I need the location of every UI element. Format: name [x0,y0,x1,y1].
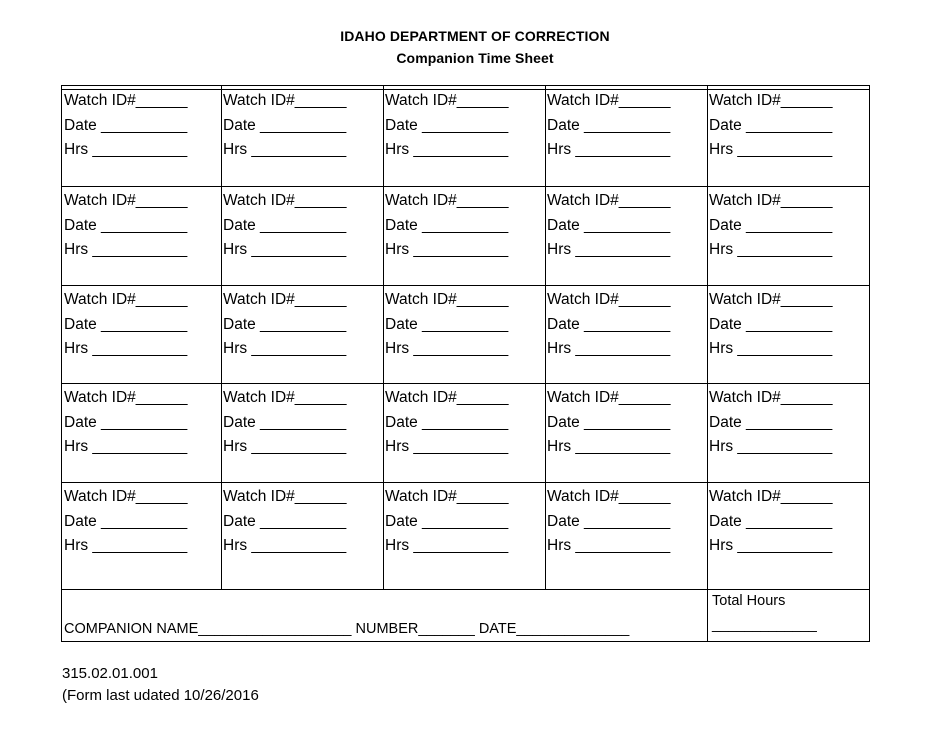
row-divider [62,383,870,384]
time-entry-cell [385,386,509,460]
hours-field[interactable]: Hrs ___________ [709,241,833,258]
watch-id-field[interactable]: Watch ID#______ [385,92,509,109]
watch-id-field[interactable]: Watch ID#______ [385,488,509,505]
watch-id-field[interactable]: Watch ID#______ [709,291,833,308]
date-field[interactable]: Date __________ [385,216,509,234]
column-divider [707,86,708,641]
date-field[interactable]: Date __________ [385,116,509,134]
time-entry-cell [64,288,188,362]
date-field[interactable]: Date __________ [547,315,671,333]
watch-id-field[interactable]: Watch ID#______ [385,192,509,209]
date-field[interactable]: Date __________ [223,413,347,431]
time-entry-cell [385,288,509,362]
hours-field[interactable]: Hrs ___________ [223,241,347,258]
time-entry-cell [709,386,833,460]
date-field[interactable]: Date __________ [223,116,347,134]
hours-field[interactable]: Hrs ___________ [64,537,188,554]
time-entry-cell [223,189,347,263]
date-field[interactable]: Date __________ [709,413,833,431]
hours-field[interactable]: Hrs ___________ [709,537,833,554]
watch-id-field[interactable]: Watch ID#______ [547,192,671,209]
time-entry-cell [223,89,347,163]
watch-id-field[interactable]: Watch ID#______ [709,488,833,505]
time-entry-cell [385,189,509,263]
time-entry-cell [64,189,188,263]
hours-field[interactable]: Hrs ___________ [64,241,188,258]
date-field[interactable]: Date __________ [709,512,833,530]
watch-id-field[interactable]: Watch ID#______ [64,92,188,109]
watch-id-field[interactable]: Watch ID#______ [64,192,188,209]
date-field[interactable]: Date __________ [547,512,671,530]
watch-id-field[interactable]: Watch ID#______ [547,488,671,505]
time-entry-cell [64,386,188,460]
time-entry-cell [547,386,671,460]
agency-title: IDAHO DEPARTMENT OF CORRECTION [340,28,610,44]
watch-id-field[interactable]: Watch ID#______ [64,291,188,308]
hours-field[interactable]: Hrs ___________ [547,241,671,258]
form-number: 315.02.01.001 [62,665,158,682]
watch-id-field[interactable]: Watch ID#______ [385,291,509,308]
watch-id-field[interactable]: Watch ID#______ [223,389,347,406]
time-entry-cell [709,485,833,559]
hours-field[interactable]: Hrs ___________ [223,537,347,554]
watch-id-field[interactable]: Watch ID#______ [223,92,347,109]
watch-id-field[interactable]: Watch ID#______ [709,192,833,209]
hours-field[interactable]: Hrs ___________ [547,438,671,455]
row-divider [62,285,870,286]
date-field[interactable]: Date __________ [223,216,347,234]
hours-field[interactable]: Hrs ___________ [385,340,509,357]
date-field[interactable]: Date __________ [385,512,509,530]
time-entry-cell [547,89,671,163]
hours-field[interactable]: Hrs ___________ [385,141,509,158]
time-sheet-grid [61,85,870,642]
hours-field[interactable]: Hrs ___________ [385,241,509,258]
time-entry-cell [223,485,347,559]
date-field[interactable]: Date __________ [385,413,509,431]
date-field[interactable]: Date __________ [223,315,347,333]
time-entry-cell [547,189,671,263]
hours-field[interactable]: Hrs ___________ [709,340,833,357]
watch-id-field[interactable]: Watch ID#______ [64,389,188,406]
form-title: Companion Time Sheet [396,50,554,66]
hours-field[interactable]: Hrs ___________ [547,340,671,357]
time-entry-cell [64,89,188,163]
hours-field[interactable]: Hrs ___________ [223,141,347,158]
time-entry-cell [223,386,347,460]
hours-field[interactable]: Hrs ___________ [64,340,188,357]
watch-id-field[interactable]: Watch ID#______ [547,291,671,308]
watch-id-field[interactable]: Watch ID#______ [223,192,347,209]
watch-id-field[interactable]: Watch ID#______ [64,488,188,505]
time-entry-cell [385,485,509,559]
date-field[interactable]: Date __________ [709,216,833,234]
row-divider [62,186,870,187]
watch-id-field[interactable]: Watch ID#______ [547,92,671,109]
time-entry-cell [709,89,833,163]
date-field[interactable]: Date __________ [64,315,188,333]
time-entry-cell [223,288,347,362]
watch-id-field[interactable]: Watch ID#______ [547,389,671,406]
column-divider [221,86,222,590]
hours-field[interactable]: Hrs ___________ [709,438,833,455]
hours-field[interactable]: Hrs ___________ [64,141,188,158]
row-divider [62,482,870,483]
watch-id-field[interactable]: Watch ID#______ [709,92,833,109]
row-divider [62,589,870,590]
date-field[interactable]: Date __________ [547,413,671,431]
date-field[interactable]: Date __________ [709,116,833,134]
hours-field[interactable]: Hrs ___________ [547,141,671,158]
hours-field[interactable]: Hrs ___________ [709,141,833,158]
date-field[interactable]: Date __________ [64,116,188,134]
time-entry-cell [64,485,188,559]
time-entry-cell [547,485,671,559]
watch-id-field[interactable]: Watch ID#______ [223,291,347,308]
date-field[interactable]: Date __________ [223,512,347,530]
date-field[interactable]: Date __________ [709,315,833,333]
hours-field[interactable]: Hrs ___________ [223,438,347,455]
hours-field[interactable]: Hrs ___________ [385,537,509,554]
date-field[interactable]: Date __________ [547,216,671,234]
date-field[interactable]: Date __________ [547,116,671,134]
column-divider [545,86,546,590]
date-field[interactable]: Date __________ [64,216,188,234]
hours-field[interactable]: Hrs ___________ [547,537,671,554]
date-field[interactable]: Date __________ [385,315,509,333]
time-entry-cell [385,89,509,163]
total-hours-field[interactable]: _____________ [712,617,817,633]
date-field[interactable]: Date __________ [64,512,188,530]
hours-field[interactable]: Hrs ___________ [223,340,347,357]
companion-info-line: COMPANION NAME___________________ NUMBER_______ DATE______________ [64,621,630,637]
total-hours-label: Total Hours [712,593,786,609]
time-entry-cell [709,288,833,362]
watch-id-field[interactable]: Watch ID#______ [709,389,833,406]
date-field[interactable]: Date __________ [64,413,188,431]
form-updated-note: (Form last udated 10/26/2016 [62,687,259,704]
time-entry-cell [547,288,671,362]
column-divider [383,86,384,590]
watch-id-field[interactable]: Watch ID#______ [223,488,347,505]
watch-id-field[interactable]: Watch ID#______ [385,389,509,406]
hours-field[interactable]: Hrs ___________ [64,438,188,455]
hours-field[interactable]: Hrs ___________ [385,438,509,455]
time-entry-cell [709,189,833,263]
